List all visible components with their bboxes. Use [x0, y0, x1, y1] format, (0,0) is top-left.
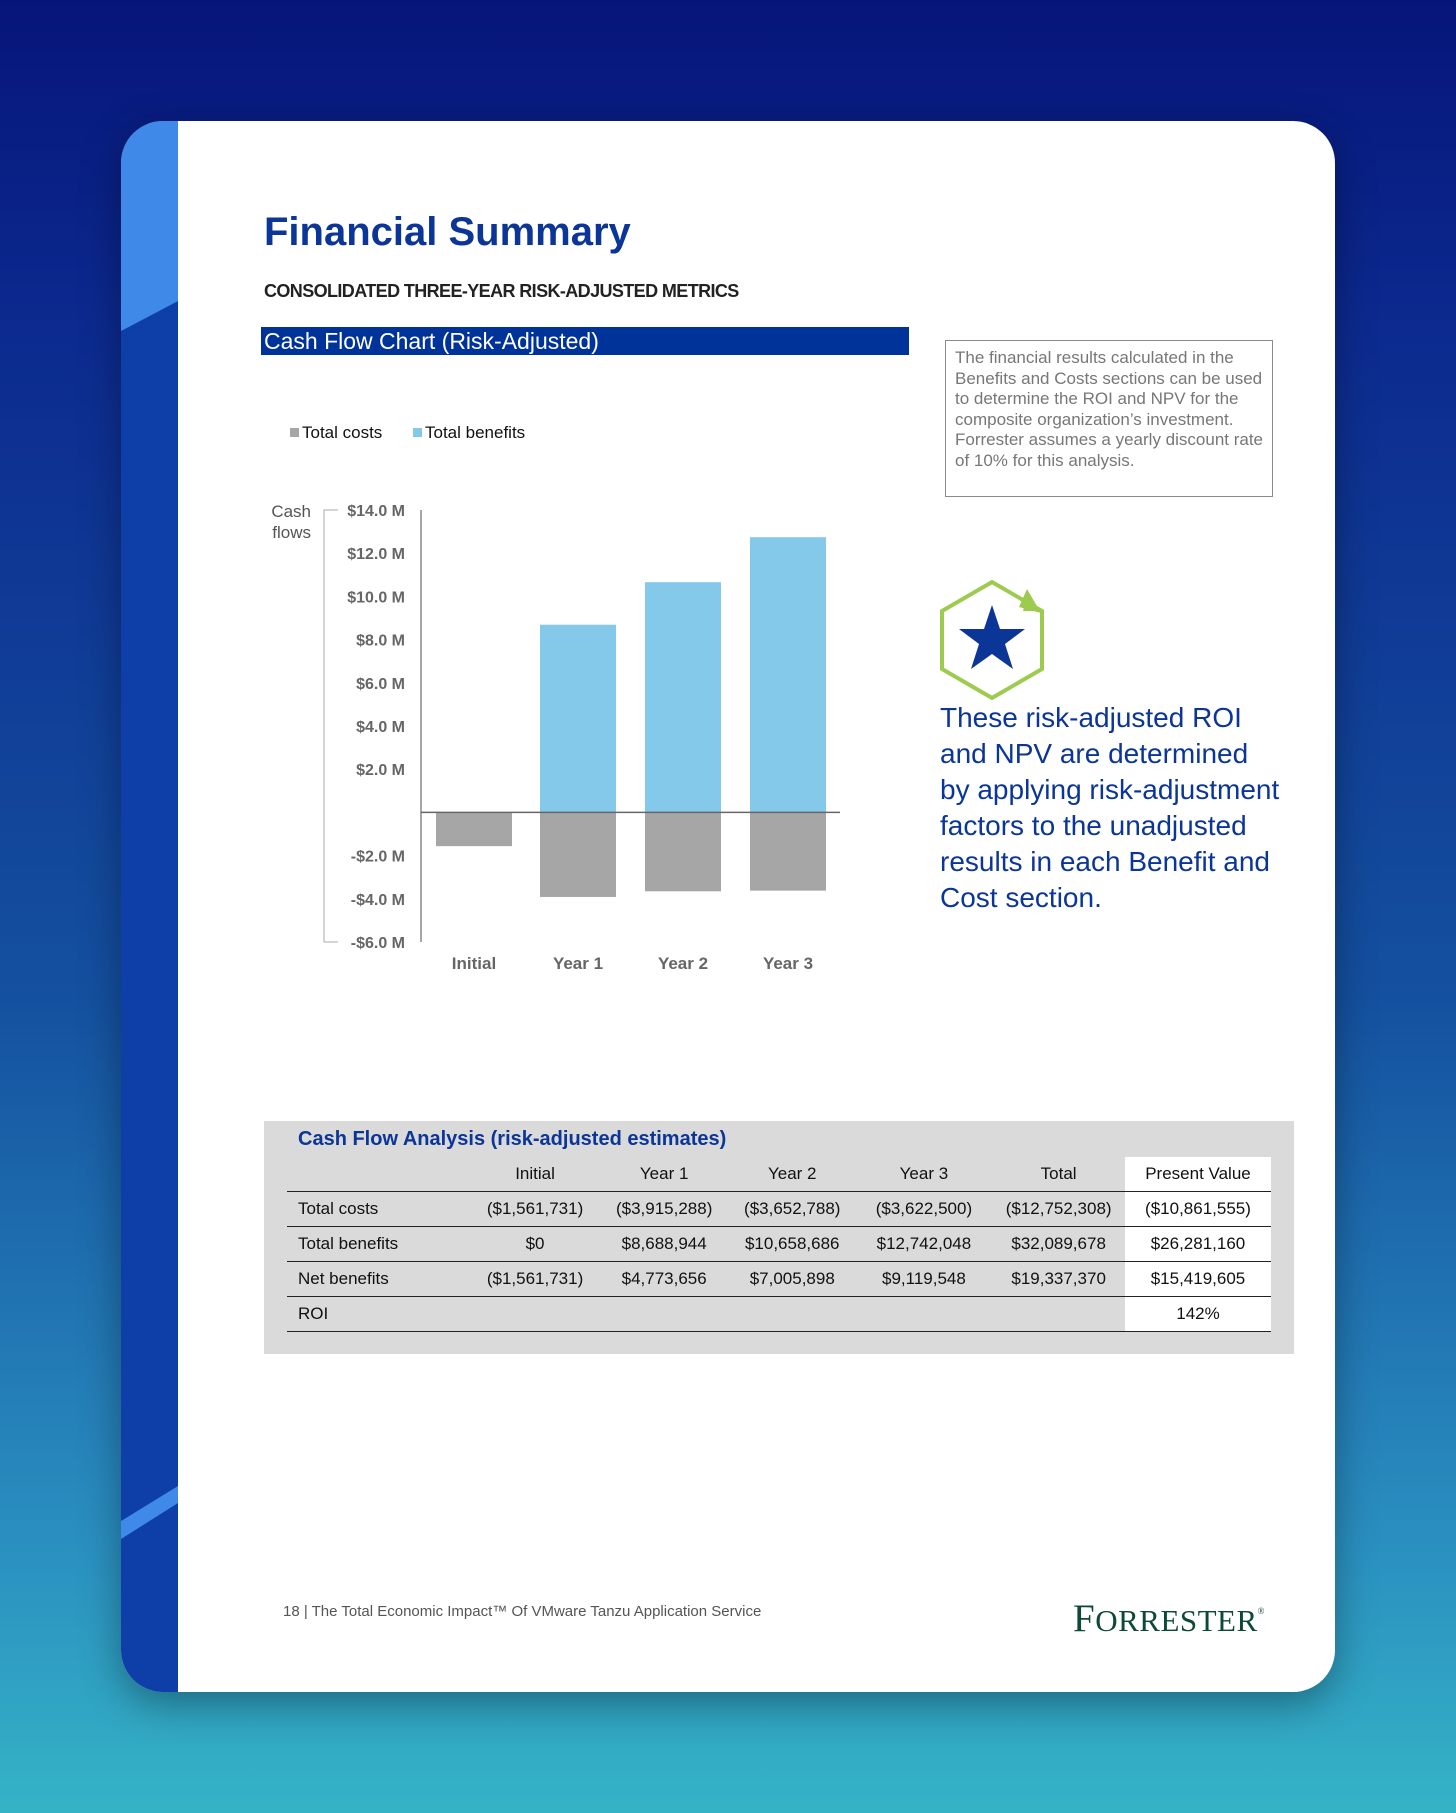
table-title: Cash Flow Analysis (risk-adjusted estimates) — [298, 1128, 727, 1150]
table-cell — [471, 1297, 600, 1332]
table-cell: $0 — [471, 1227, 600, 1262]
column-header — [287, 1157, 471, 1192]
table-cell: $32,089,678 — [992, 1227, 1125, 1262]
column-header: Initial — [471, 1157, 600, 1192]
bar — [750, 537, 826, 812]
y-axis — [271, 502, 421, 952]
y-axis-title: Cash — [271, 502, 311, 521]
forrester-logo — [1073, 1596, 1265, 1641]
info-box: The financial results calculated in the Benefits and Costs sections can be used to determine the ROI and NPV for the composite organization’s investment. Forrester assumes a yearly discount rate of 10% for this analysis. — [945, 340, 1273, 497]
table-cell: $4,773,656 — [599, 1262, 729, 1297]
bar — [540, 812, 616, 897]
table-cell: $8,688,944 — [599, 1227, 729, 1262]
y-tick-label: $2.0 M — [356, 762, 405, 780]
section-subtitle: CONSOLIDATED THREE-YEAR RISK-ADJUSTED METRICS — [264, 281, 739, 301]
table-cell: ($3,915,288) — [599, 1192, 729, 1227]
legend-label: Total benefits — [425, 423, 526, 442]
star-hexagon-icon — [935, 575, 1055, 700]
bar — [540, 625, 616, 813]
y-tick-label: $8.0 M — [356, 632, 405, 650]
y-tick-label: $4.0 M — [356, 719, 405, 736]
y-tick-label: $6.0 M — [356, 675, 405, 693]
logo-first-letter: F — [1073, 1597, 1096, 1640]
table-cell: ($12,752,308) — [992, 1192, 1125, 1227]
logo-registered-mark: ® — [1257, 1606, 1266, 1616]
chart-header: Cash Flow Chart (Risk-Adjusted) — [261, 327, 909, 355]
y-tick-label: -$4.0 M — [350, 891, 405, 909]
page-title: Financial Summary — [264, 210, 631, 254]
table-cell: $10,658,686 — [729, 1227, 856, 1262]
y-tick-label: -$6.0 M — [350, 935, 405, 952]
table-cell: $7,005,898 — [729, 1262, 856, 1297]
table-cell: ($1,561,731) — [471, 1192, 600, 1227]
footer-text: 18 | The Total Economic Impact™ Of VMware Tanzu Application Service — [283, 1603, 762, 1620]
row-label: Total benefits — [287, 1227, 471, 1262]
table-cell-present-value: $26,281,160 — [1125, 1227, 1271, 1262]
chart-bars — [436, 537, 826, 897]
table-cell: ($1,561,731) — [471, 1262, 600, 1297]
table-row — [287, 1297, 1271, 1332]
table-cell: $12,742,048 — [856, 1227, 993, 1262]
x-tick-label: Initial — [451, 954, 497, 973]
cash-flow-table — [287, 1157, 1271, 1332]
x-tick-label: Year 3 — [762, 954, 814, 973]
table-row — [287, 1227, 1271, 1262]
x-tick-label: Year 1 — [552, 954, 604, 973]
bar — [645, 582, 721, 812]
column-header: Total — [992, 1157, 1125, 1192]
y-tick-label: $10.0 M — [347, 589, 405, 607]
bar — [645, 812, 721, 891]
logo-rest: ORRESTER — [1095, 1603, 1258, 1638]
y-axis-title: flows — [272, 523, 311, 542]
legend-swatch — [413, 428, 422, 437]
column-header-present-value: Present Value — [1125, 1157, 1271, 1192]
table-cell — [856, 1297, 993, 1332]
table-cell — [599, 1297, 729, 1332]
callout-text: These risk-adjusted ROI and NPV are determined by applying risk-adjustment factors to the unadjusted results in each Benefit and Cost section. — [940, 702, 1280, 913]
table-cell-present-value: $15,419,605 — [1125, 1262, 1271, 1297]
legend-swatch — [290, 428, 299, 437]
y-tick-label: $14.0 M — [347, 503, 405, 520]
table-header-row — [287, 1157, 1271, 1192]
column-header: Year 2 — [729, 1157, 856, 1192]
x-tick-label: Year 2 — [657, 954, 709, 973]
table-cell: ($3,652,788) — [729, 1192, 856, 1227]
y-tick-label: $12.0 M — [347, 546, 405, 564]
table-row — [287, 1192, 1271, 1227]
column-header: Year 1 — [599, 1157, 729, 1192]
chart-legend — [290, 423, 525, 442]
table-cell — [729, 1297, 856, 1332]
row-label: Net benefits — [287, 1262, 471, 1297]
bar — [436, 812, 512, 846]
bar — [750, 812, 826, 890]
table-cell: ($3,622,500) — [856, 1192, 993, 1227]
row-label: Total costs — [287, 1192, 471, 1227]
column-header: Year 3 — [856, 1157, 993, 1192]
table-cell — [992, 1297, 1125, 1332]
y-tick-label: -$2.0 M — [350, 848, 405, 866]
y-axis-bracket — [324, 510, 338, 942]
table-cell-present-value: 142% — [1125, 1297, 1271, 1332]
table-cell: $9,119,548 — [856, 1262, 993, 1297]
row-label: ROI — [287, 1297, 471, 1332]
legend-label: Total costs — [302, 423, 383, 442]
table-row — [287, 1262, 1271, 1297]
table-cell-present-value: ($10,861,555) — [1125, 1192, 1271, 1227]
table-cell: $19,337,370 — [992, 1262, 1125, 1297]
